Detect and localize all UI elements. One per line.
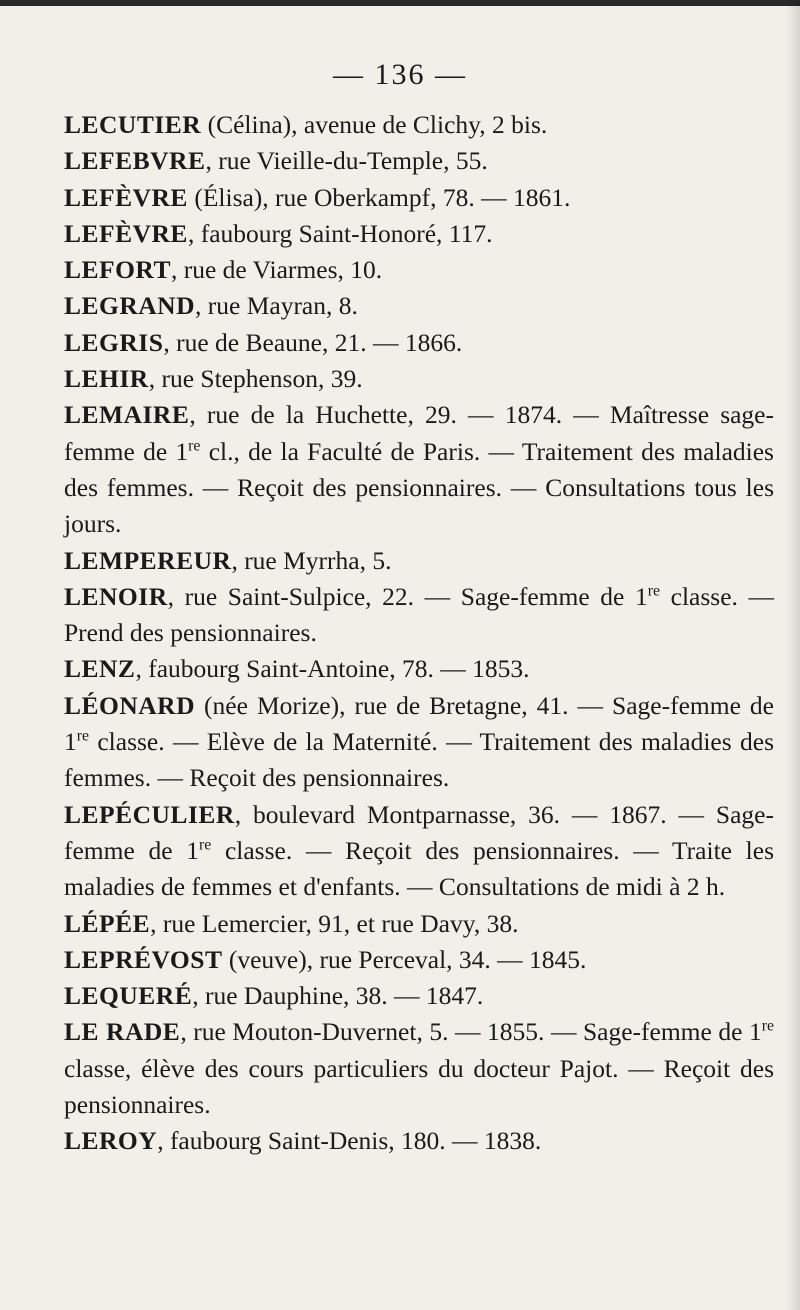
entry-text: (veuve), rue Perceval, 34. — 1845.: [222, 944, 587, 974]
directory-entry: [64, 325, 774, 361]
entry-name: LEROY: [64, 1126, 158, 1156]
entry-text: , rue Myrrha, 5.: [231, 545, 392, 575]
directory-entries: [64, 107, 774, 1160]
directory-entry: [64, 942, 774, 978]
entry-name: LEGRAND: [64, 291, 196, 321]
entry-text: , rue de la Huchette, 29. — 1874. — Maîtresse sage-femme de 1re cl., de la Faculté de Paris. — Traitement des maladies des femmes. — Reçoit des pensionnaires. — Consultations tous les jours.: [64, 400, 774, 539]
directory-entry: [64, 651, 774, 687]
entry-text: , faubourg Saint-Honoré, 117.: [187, 218, 493, 248]
directory-entry: [64, 906, 774, 942]
entry-name: LEPRÉVOST: [64, 944, 223, 974]
entry-text: (née Morize), rue de Bretagne, 41. — Sage-femme de 1re classe. — Elève de la Maternité. — Traitement des maladies des femmes. — Reçoit des pensionnaires.: [64, 690, 774, 793]
entry-name: LEGRIS: [64, 327, 164, 357]
directory-entry: [64, 107, 774, 143]
entry-text: , rue Mouton-Duvernet, 5. — 1855. — Sage-femme de 1re classe, élève des cours particuliers du docteur Pajot. — Reçoit des pensionnaires.: [64, 1017, 774, 1120]
entry-text: , rue Vieille-du-Temple, 55.: [205, 146, 488, 176]
directory-entry: [64, 688, 774, 797]
entry-name: LENOIR: [64, 581, 168, 611]
directory-entry: [64, 252, 774, 288]
entry-text: , boulevard Montparnasse, 36. — 1867. — Sage-femme de 1re classe. — Reçoit des pensionnaires. — Traite les maladies de femmes et d'enfants. — Consultations de midi à 2 h.: [64, 799, 774, 902]
entry-name: LE RADE: [64, 1017, 181, 1047]
directory-entry: [64, 397, 774, 542]
directory-entry: [64, 288, 774, 324]
entry-name: LÉPÉE: [64, 908, 151, 938]
directory-entry: [64, 579, 774, 652]
entry-name: LEFÈVRE: [64, 182, 188, 212]
page-edge-shadow: [786, 0, 800, 1310]
entry-text: (Élisa), rue Oberkampf, 78. — 1861.: [187, 182, 571, 212]
entry-text: , rue Mayran, 8.: [195, 291, 358, 321]
entry-text: (Célina), avenue de Clichy, 2 bis.: [201, 110, 548, 139]
entry-name: LEHIR: [64, 364, 149, 394]
entry-name: LEFÈVRE: [64, 218, 188, 248]
page-number: — 136 —: [333, 58, 467, 91]
entry-name: LÉONARD: [64, 690, 196, 720]
directory-entry: [64, 143, 774, 179]
entry-name: LEFORT: [64, 255, 171, 285]
entry-name: LEMAIRE: [64, 400, 190, 430]
entry-text: , rue Stephenson, 39.: [148, 364, 363, 394]
entry-name: LENZ: [64, 654, 136, 684]
entry-name: LECUTIER: [64, 110, 202, 139]
directory-entry: [64, 543, 774, 579]
entry-text: , faubourg Saint-Denis, 180. — 1838.: [157, 1126, 542, 1156]
entry-text: , rue Dauphine, 38. — 1847.: [192, 981, 484, 1011]
entry-text: , rue Lemercier, 91, et rue Davy, 38.: [150, 908, 519, 938]
directory-entry: [64, 1014, 774, 1123]
entry-name: LEPÉCULIER: [64, 799, 235, 829]
directory-entry: [64, 797, 774, 906]
entry-text: , faubourg Saint-Antoine, 78. — 1853.: [135, 654, 530, 684]
entry-name: LEFEBVRE: [64, 146, 206, 176]
entry-name: LEQUERÉ: [64, 981, 193, 1011]
directory-entry: [64, 180, 774, 216]
directory-entry: [64, 978, 774, 1014]
page-top-border: [0, 0, 800, 6]
entry-text: , rue de Viarmes, 10.: [170, 255, 383, 285]
directory-entry: [64, 216, 774, 252]
entry-name: LEMPEREUR: [64, 545, 232, 575]
entry-text: , rue Saint-Sulpice, 22. — Sage-femme de 1re classe. — Prend des pensionnaires.: [64, 581, 775, 648]
directory-entry: [64, 361, 774, 397]
entry-text: , rue de Beaune, 21. — 1866.: [163, 327, 463, 357]
directory-entry: [64, 1123, 774, 1159]
